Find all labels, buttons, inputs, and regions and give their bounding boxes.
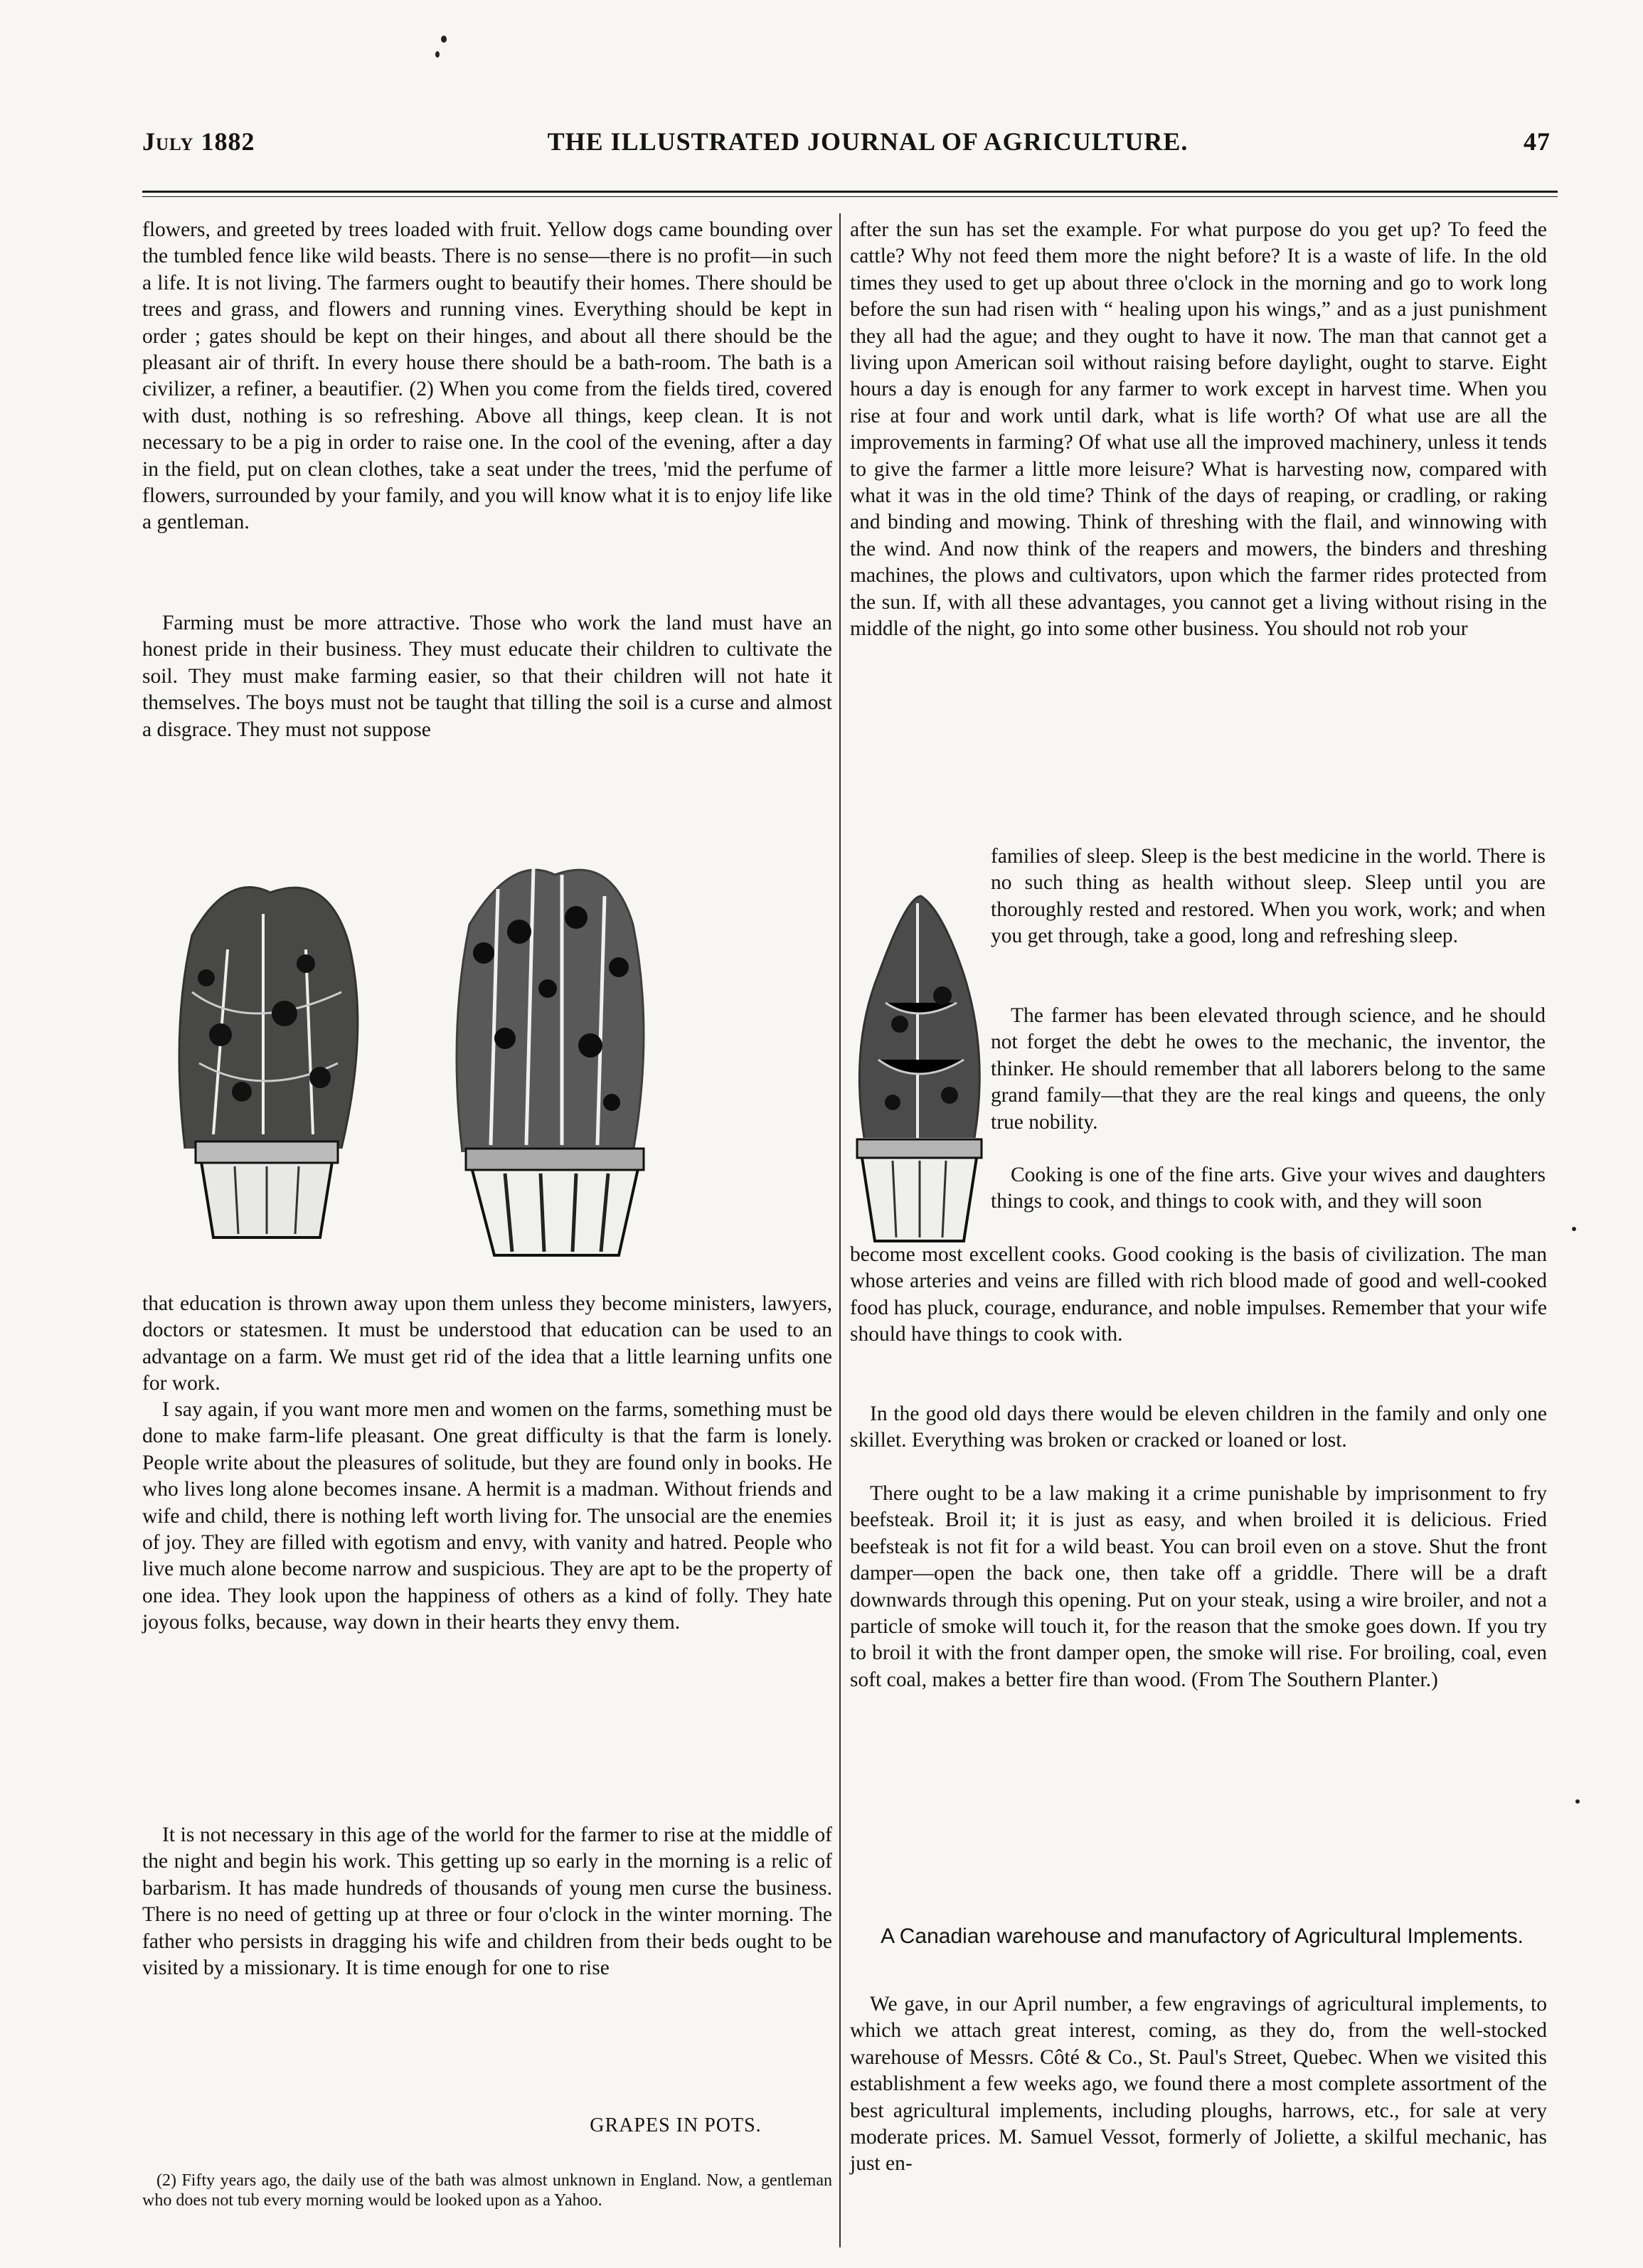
header-rule	[142, 191, 1558, 193]
header-rule-thin	[142, 196, 1558, 197]
footnote: (2) Fifty years ago, the daily use of the bath was almost unknown in England. Now, a gentleman who does not tub every morning would be looked upon as a Yahoo.	[142, 2171, 832, 2210]
right-paragraph-5: There ought to be a law making it a crime punishable by imprisonment to fry beefsteak. Broil it; it is just as easy, and when broiled it is delicious. Fried beefsteak is not fit for a wild beast. You can broil even on a stove. Shut the front damper—open the back one, then take off a griddle. There will be a draft downwards through this opening. Put on your steak, using a wire broiler, and not a particle of smoke will touch it, for the reason that the smoke goes down. If you try to broil it with the front damper open, the smoke will rise. For broiling, coal, even soft coal, makes a better fire than wood. (From The Southern Planter.)	[850, 1482, 1547, 1691]
grape-vine-pot-right	[836, 882, 999, 1245]
page-number: 47	[1524, 127, 1551, 156]
right-paragraph-6: We gave, in our April number, a few engravings of agricultural implements, to which we attach great interest, coming, as they do, from the well-stocked warehouse of Messrs. Côté & Co., St. Paul's Street, Quebec. When we visited this establishment a few weeks ago, we found there a most complete assortment of the best agricultural implements, including ploughs, harrows, etc., for sale at very moderate prices. M. Samuel Vessot, formerly of Joliette, a skilful mechanic, has just en-	[850, 1993, 1547, 2176]
grape-vine-pot-left	[142, 850, 384, 1248]
article-title: A Canadian warehouse and manufactory of Agricultural Implements.	[881, 1924, 1524, 1948]
right-paragraph-3b: become most excellent cooks. Good cooking is the basis of civilization. The man whose arteries and veins are filled with rich blood made of good and well-cooked food has pluck, courage, endurance, and noble impulses. Remember that your wife should have things to cook with.	[850, 1243, 1547, 1346]
print-speck	[1572, 1227, 1576, 1231]
right-paragraph-3a: Cooking is one of the fine arts. Give your wives and daughters things to cook, and things to cook with, and they will soon	[991, 1164, 1546, 1213]
left-paragraph-1: flowers, and greeted by trees loaded with fruit. Yellow dogs came bounding over the tumbled fence like wild beasts. There is no sense—there is no profit—in such a life. It is not living. The farmers ought to beautify their homes. There should be trees and grass, and flowers and running vines. Everything should be kept in order ; gates should be kept on their hinges, and about all there should be the pleasant air of thrift. In every house there should be a bath-room. The bath is a civilizer, a refiner, a beautifier. (2) When you come from the fields tired, covered with dust, nothing is so refreshing. Above all things, keep clean. It is not necessary to be a pig in order to raise one. In the cool of the evening, after a day in the field, put on clean clothes, take a seat under the trees, 'mid the perfume of flowers, surrounded by your family, and you will know what it is to enjoy life like a gentleman.	[142, 218, 832, 534]
right-paragraph-4: In the good old days there would be eleven children in the family and only one skillet. Everything was broken or cracked or loaned or lost.	[850, 1402, 1547, 1452]
running-head	[142, 127, 1551, 169]
print-speck	[435, 51, 440, 58]
print-speck	[1575, 1799, 1580, 1804]
left-paragraph-3: that education is thrown away upon them unless they become ministers, lawyers, doctors or statesmen. It must be understood that education can be used to an advantage on a farm. We must get rid of the idea that a little learning unfits one for work.	[142, 1292, 832, 1395]
right-paragraph-1: after the sun has set the example. For what purpose do you get up? To feed the cattle? Why not feed them more the night before? It is a waste of life. In the old times they used to get up about three o'clock in the morning and go to work long before the sun had risen with “ healing upon his wings,” and as a just punishment they all had the ague; and they ought to have it now. The man that cannot get a living upon American soil without raising before daylight, ought to starve. Eight hours a day is enough for any farmer to work except in harvest time. When you rise at four and work until dark, what is life worth? Of what use are all the improvements in farming? Of what use all the improved machinery, unless it tends to give the farmer a little more leisure? What is harvesting now, compared with what it was in the old time? Think of the days of reaping, or cradling, or raking and binding and mowing. Think of threshing with the flail, and winnowing with the wind. And now think of the reapers and mowers, the binders and threshing machines, the plows and cultivators, upon which the farmer rides protected from the sun. If, with all these advantages, you cannot get a living without rising in the middle of the night, go into some other business. You should not rob your	[850, 218, 1547, 641]
grape-vine-pot-center	[427, 846, 669, 1259]
journal-title: THE ILLUSTRATED JOURNAL OF AGRICULTURE.	[547, 127, 1189, 156]
figure-caption: GRAPES IN POTS.	[590, 2114, 762, 2136]
print-speck	[441, 36, 447, 43]
issue-date: July 1882	[142, 127, 255, 156]
left-paragraph-2: Farming must be more attractive. Those who work the land must have an honest pride in their business. They must educate their children to cultivate the soil. They must make farming easier, so that their children will not hate it themselves. The boys must not be taught that tilling the soil is a curse and almost a disgrace. They must not suppose	[142, 612, 832, 741]
right-paragraph-1-continued: families of sleep. Sleep is the best medicine in the world. There is no such thing as health without sleep. Sleep until you are thoroughly rested and restored. When you work, work; and when you get through, take a good, long and refreshing sleep.	[991, 845, 1546, 948]
right-paragraph-2: The farmer has been elevated through science, and he should not forget the debt he owes to the mechanic, the inventor, the thinker. He should remember that all laborers belong to the same grand family—that they are the real kings and queens, the only true nobility.	[991, 1004, 1546, 1134]
left-paragraph-5: It is not necessary in this age of the world for the farmer to rise at the middle of the night and begin his work. This getting up so early in the morning is a relic of barbarism. It has made hundreds of thousands of young men curse the business. There is no need of getting up at three or four o'clock in the winter morning. The father who persists in dragging his wife and children from their beds ought to be visited by a missionary. It is time enough for one to rise	[142, 1824, 832, 1980]
left-paragraph-4: I say again, if you want more men and women on the farms, something must be done to make farm-life pleasant. One great difficulty is that the farm is lonely. People write about the pleasures of solitude, but they are found only in books. He who lives long alone becomes insane. A hermit is a madman. Without friends and wife and child, there is nothing left worth living for. The unsocial are the enemies of joy. They are filled with egotism and envy, with vanity and hatred. People who live much alone become narrow and suspicious. They are apt to be the property of one idea. They look upon the happiness of others as a kind of folly. They hate joyous folks, because, way down in their hearts they envy them.	[142, 1398, 832, 1634]
